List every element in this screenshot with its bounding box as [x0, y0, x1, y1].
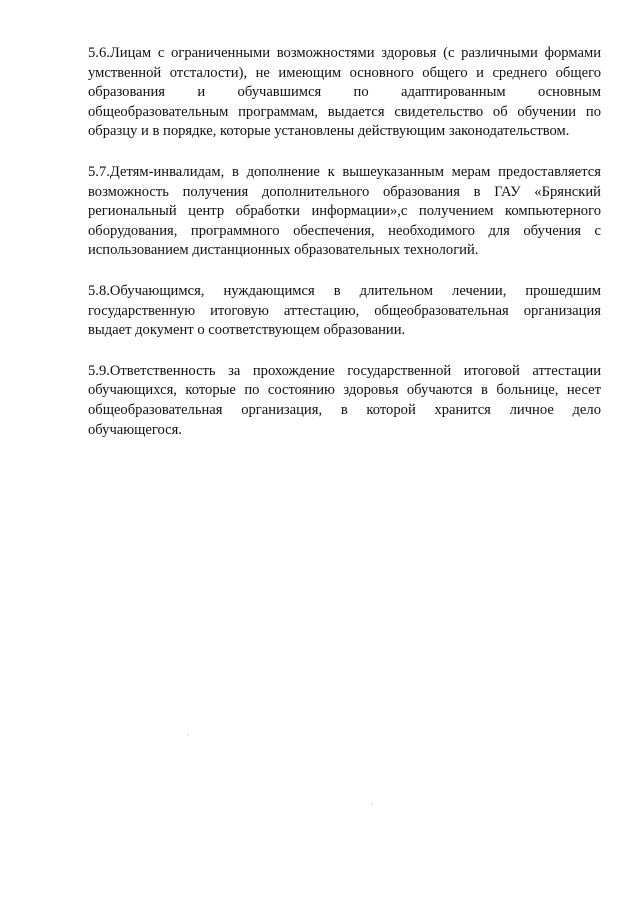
paragraph-5-9: 5.9.Ответственность за прохождение государственной итоговой аттестации обучающихся, которые по состоянию здоровья обучаются в больнице, несет общеобразовательная организация, в которой хранится личное дело обучающегося.: [88, 362, 601, 438]
paragraph-5-8: 5.8.Обучающимся, нуждающимся в длительном лечении, прошедшим государственную итоговую аттестацию, общеобразовательная организация выдает документ о соответствующем образовании.: [88, 282, 601, 339]
paragraph-5-6: 5.6.Лицам с ограниченными возможностями здоровья (с различными формами умственной отсталости), не имеющим основного общего и среднего общего образования и обучавшимся по адаптированным основным общеобразовательным программам, выдается свидетельство об обучении по образцу и в порядке, которые установлены действующим законодательством.: [88, 45, 601, 140]
scan-speck: [188, 734, 189, 735]
document-body: [88, 44, 601, 460]
paragraph-5-7: 5.7.Детям-инвалидам, в дополнение к вышеуказанным мерам предоставляется возможность получения дополнительного образования в ГАУ «Брянский региональный центр обработки информации»,с получением компьютерного оборудования, программного обеспечения, необходимого для обучения с использованием дистанционных образовательных технологий.: [88, 163, 601, 259]
scan-speck: [371, 803, 372, 804]
